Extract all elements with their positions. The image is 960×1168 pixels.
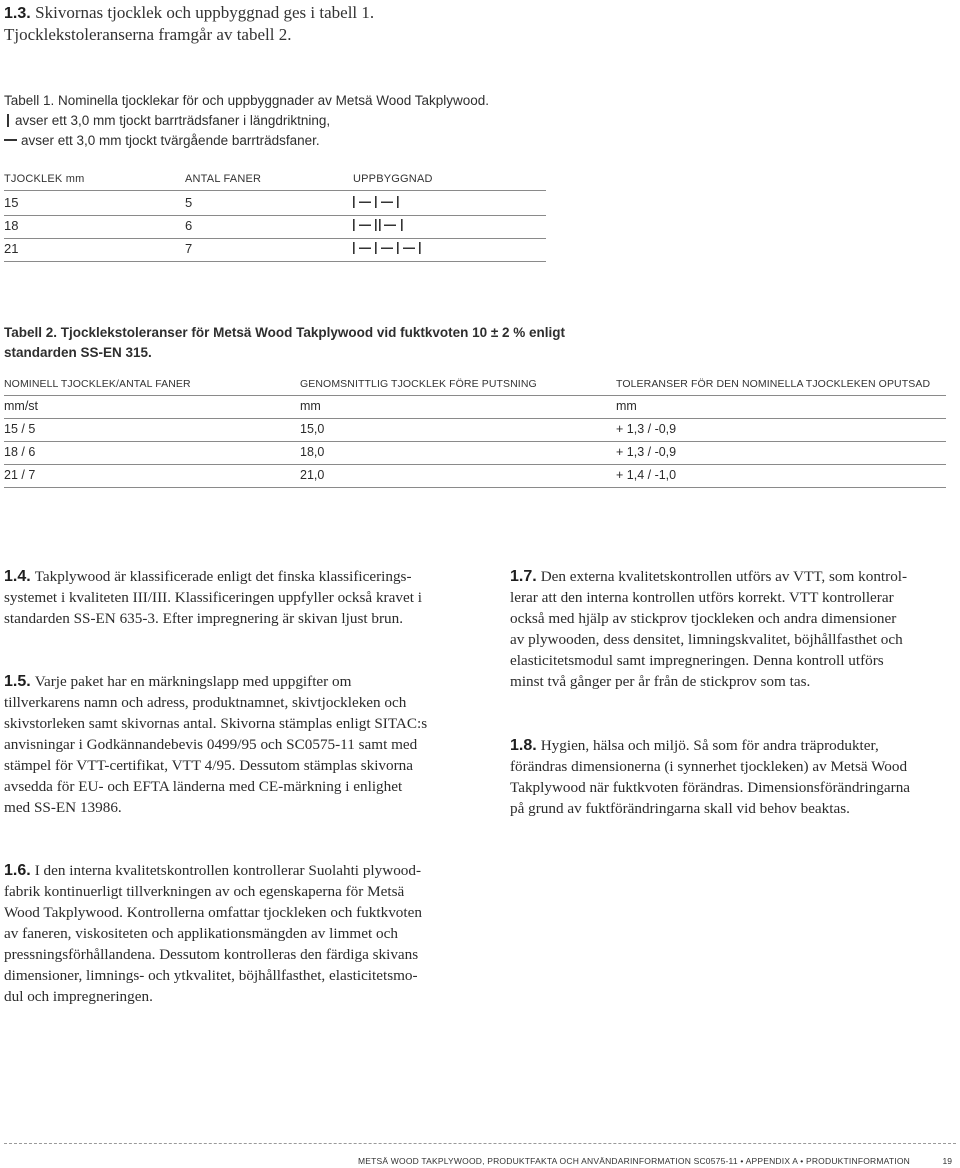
table1-title: Tabell 1. Nominella tjocklekar för och uppbyggnader av Metsä Wood Takplywood. [4,93,490,108]
table-row [4,441,946,465]
table2-units-row [4,395,946,419]
section-1-7: 1.7. Den externa kvalitetskontrollen utförs av VTT, som kontrol- lerar att den interna kontrollen utförs korrekt. VTT kontrollerar också med hjälp av stickprov tjockleken och andra dimensioner av plywooden, dess densitet, limningskvalitet, böjhållfasthet och elasticitetsmodul samt impregneringen. Denna kontroll utförs minst två gånger per år från de stickprov som tas. [510,568,908,690]
table1-plies: 5 [185,195,193,210]
build-diagram-icon [353,219,423,231]
intro-line-1: Skivornas tjocklek och uppbyggnad ges i tabell 1. [35,3,375,22]
table-row [4,464,946,488]
table1-header: ANTAL FANER [185,173,262,185]
table2-cell: + 1,4 / -1,0 [616,468,677,482]
table1-header-row [4,165,546,191]
table1-plies: 7 [185,241,193,256]
table1-thickness: 18 [4,218,19,233]
table2-title-line-2: standarden SS-EN 315. [4,345,152,360]
table2-unit: mm [616,399,637,413]
section-number: 1.7. [510,568,537,585]
table2-caption [4,323,624,363]
table2-cell: 18 / 6 [4,445,36,459]
table2-unit: mm [300,399,321,413]
section-number: 1.4. [4,568,31,585]
section-1-5: 1.5. Varje paket har en märkningslapp med uppgifter om tillverkarens namn och adress, produktnamnet, skivtjockleken och skivstorleken samt skivornas antal. Skivorna stämplas enligt SITAC:s anvisningar i Godkännandebevis 0499/95 och SC0575-11 samt med stämpel för VTT-certifikat, VTT 4/95. Dessutom stämplas skivorna avsedda för EU- och EFTA länderna med CE-märkning i enlighet med SS-EN 13986. [4,673,428,816]
build-diagram-icon [353,196,413,208]
intro-line-2: Tjocklekstoleranserna framgår av tabell 2. [4,25,292,44]
table1-legend-1: avser ett 3,0 mm tjockt barrträdsfaner i längdriktning, [4,111,624,131]
table2-title-line-1: Tabell 2. Tjocklekstoleranser för Metsä Wood Takplywood vid fuktkvoten 10 ± 2 % enligt [4,325,566,340]
section-number: 1.8. [510,737,537,754]
section-1-6: 1.6. I den interna kvalitetskontrollen kontrollerar Suolahti plywood- fabrik kontinuerligt tillverkningen av och egenskaperna för Metsä Wood Takplywood. Kontrollerna omfattar tjockleken och fuktkvoten av faneren, viskositeten och applikationsmängden av limmet och pressningsförhållandena. Dessutom kontrolleras den färdiga skivans dimensioner, limnings- och ytkvalitet, böjhållfasthet, elasticitetsmo- dul och impregneringen. [4,862,422,1005]
table2-header: NOMINELL TJOCKLEK/ANTAL FANER [4,378,191,390]
section-1-8: 1.8. Hygien, hälsa och miljö. Så som för andra träprodukter, förändras dimensionerna (i synnerhet tjockleken) av Metsä Wood Takplywood när fuktkvoten förändras. Dimensionsförändringarna på grund av fuktförändringarna skall vid behov beaktas. [510,737,911,817]
table2-unit: mm/st [4,399,39,413]
table1-plies: 6 [185,218,193,233]
section-number: 1.3. [4,5,31,22]
table2-cell: 15,0 [300,422,325,436]
table-row [4,236,546,262]
table2-header: GENOMSNITTLIG TJOCKLEK FÖRE PUTSNING [300,378,537,390]
table2-cell: 21 / 7 [4,468,36,482]
table1-thickness: 15 [4,195,19,210]
table2-header: TOLERANSER FÖR DEN NOMINELLA TJOCKLEKEN OPUTSAD [616,378,931,390]
table1-legend-2: avser ett 3,0 mm tjockt tvärgående barrträdsfaner. [4,131,624,151]
table-row [4,418,946,442]
table1-header: UPPBYGGNAD [353,173,433,185]
footer-text: METSÄ WOOD TAKPLYWOOD, PRODUKTFAKTA OCH ANVÄNDARINFORMATION SC0575-11 • APPENDIX A • PRODUKTINFORMATION [357,1156,910,1166]
section-number: 1.6. [4,862,31,879]
section-number: 1.5. [4,673,31,690]
build-diagram-icon [353,242,433,254]
table2-cell: + 1,3 / -0,9 [616,422,677,436]
table1-thickness: 21 [4,241,19,256]
footer-divider [4,1143,956,1144]
table1-caption [4,91,624,151]
intro-text [4,2,604,45]
table2-cell: 18,0 [300,445,325,459]
table2-header-row [4,372,946,396]
table2-cell: + 1,3 / -0,9 [616,445,677,459]
table1-header: TJOCKLEK mm [4,173,85,185]
table2-cell: 15 / 5 [4,422,36,436]
table2-cell: 21,0 [300,468,325,482]
page-number: 19 [942,1156,952,1166]
section-1-4: 1.4. Takplywood är klassificerade enligt det finska klassificerings- systemet i kvaliteten III/III. Klassificeringen uppfyller också kravet i standarden SS-EN 635-3. Efter impregnering är skivan ljust brun. [4,568,422,627]
